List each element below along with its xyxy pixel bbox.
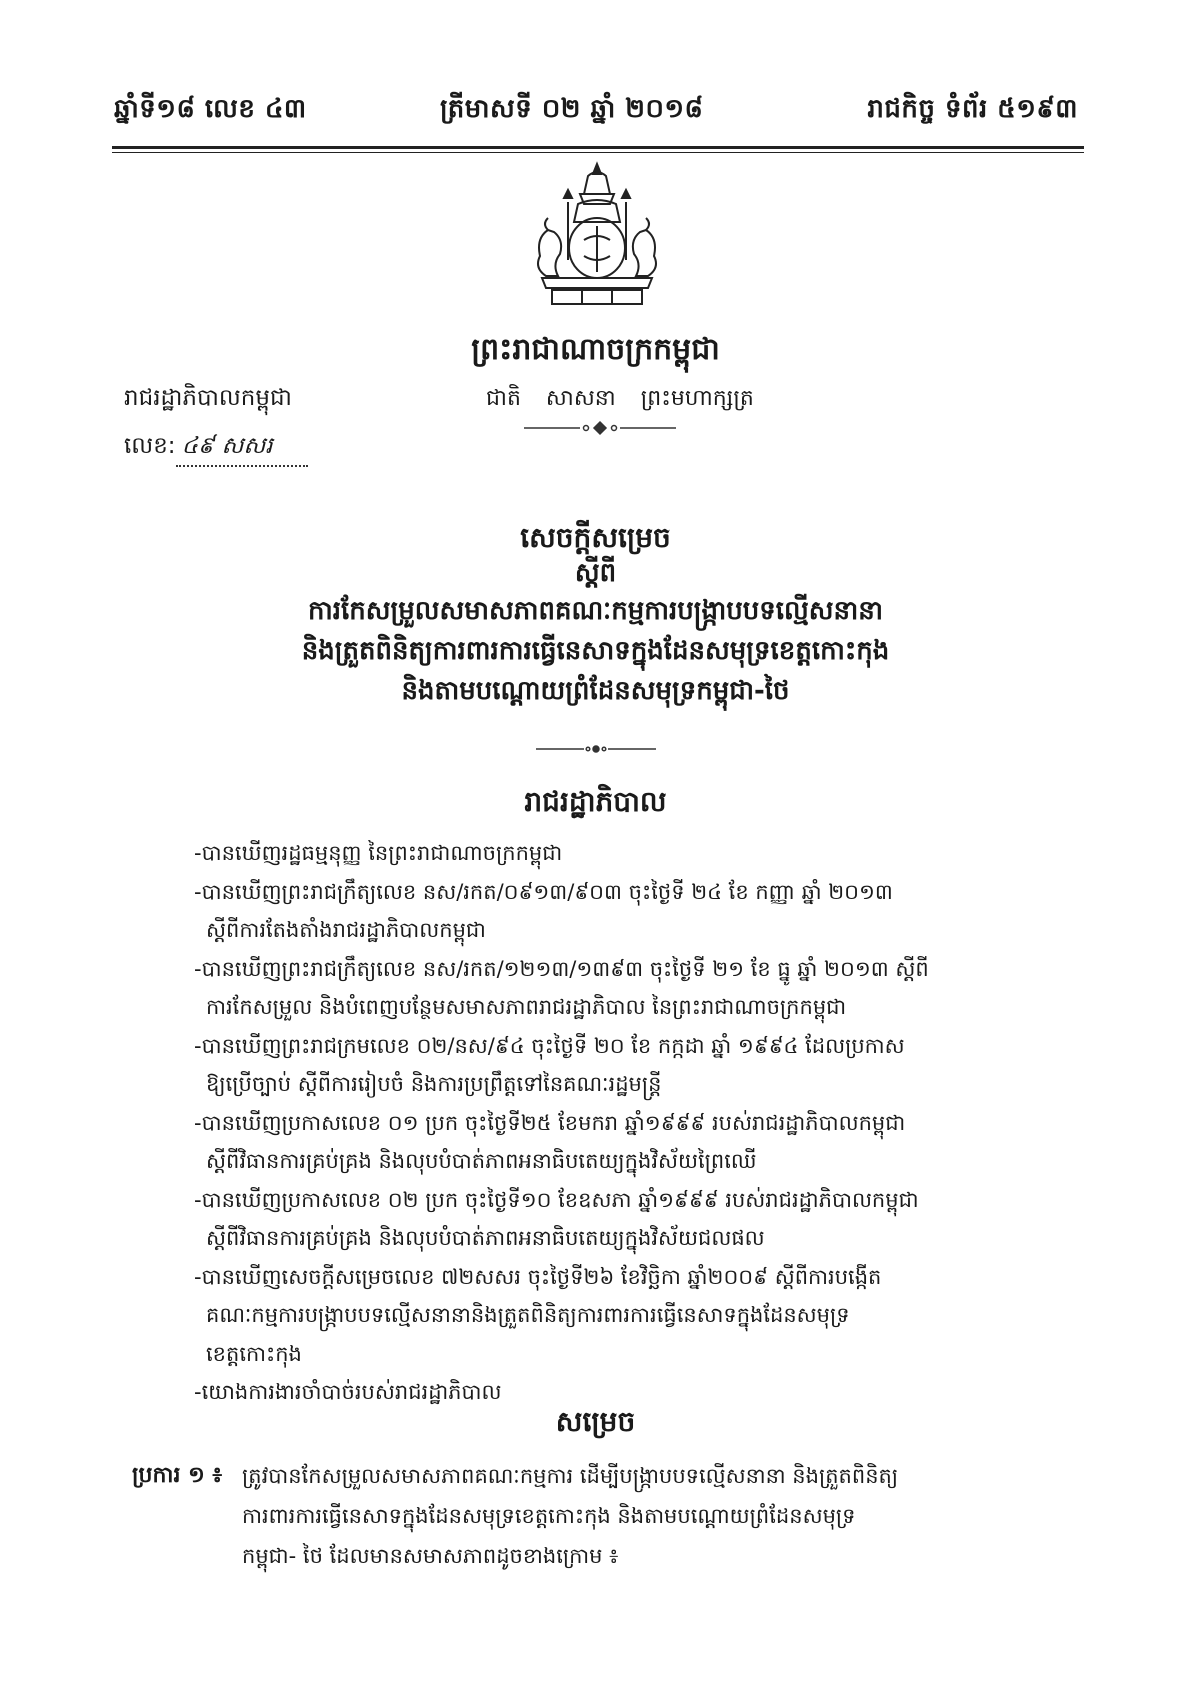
document-number-label: លេខ: (124, 433, 176, 459)
reference-line: គណៈកម្មការបង្ក្រាបបទល្មើសនានានិងត្រួតពិនិត្យការពារការធ្វើនេសាទក្នុងដែនសមុទ្រ (206, 1303, 850, 1327)
national-motto: ជាតិ សាសនា ព្រះមហាក្សត្រ (486, 386, 754, 411)
doc-title-line: ការកែសម្រួលសមាសភាពគណៈកម្មការបង្ក្រាបបទល្មើសនានា (307, 596, 884, 626)
reference-line: -បានឃើញសេចក្តីសម្រេចលេខ ៧២សសរ ចុះថ្ងៃទី២៦ ខែវិច្ឆិកា ឆ្នាំ២០០៩ ស្តីពីការបង្កើត (194, 1264, 882, 1289)
reference-line: ស្តីពីវិធានការគ្រប់គ្រង និងលុបបំបាត់ភាពអនាធិបតេយ្យក្នុងវិស័យព្រៃឈើ (206, 1149, 757, 1173)
reference-line: -បានឃើញប្រកាសលេខ ០១ ប្រក ចុះថ្ងៃទី២៥ ខែមករា ឆ្នាំ១៩៩៩ របស់រាជរដ្ឋាភិបាលកម្ពុជា (194, 1110, 906, 1135)
decision-heading: សម្រេច (555, 1405, 636, 1438)
doc-title-about: ស្តីពី (574, 558, 617, 588)
header-rule (112, 146, 1084, 149)
ornament-divider-icon (532, 742, 660, 756)
reference-line: -យោងការងារចាំបាច់របស់រាជរដ្ឋាភិបាល (194, 1380, 502, 1404)
kingdom-name: ព្រះរាជាណាចក្រកម្ពុជា (471, 332, 720, 367)
references-list (194, 834, 1080, 1412)
header-issue-number: ឆ្នាំទី១៨ លេខ ៤៣ (114, 94, 307, 124)
doc-title-line: និងតាមបណ្តោយព្រំដែនសមុទ្រកម្ពុជា-ថៃ (401, 676, 790, 706)
article-1-label: ប្រការ ១ ៖ (132, 1463, 223, 1488)
reference-line: ការកែសម្រួល និងបំពេញបន្ថែមសមាសភាពរាជរដ្ឋាភិបាល នៃព្រះរាជាណាចក្រកម្ពុជា (206, 995, 847, 1019)
royal-coat-of-arms-icon (518, 160, 676, 312)
reference-line: -បានឃើញប្រកាសលេខ ០២ ប្រក ចុះថ្ងៃទី១០ ខែឧសភា ឆ្នាំ១៩៩៩ របស់រាជរដ្ឋាភិបាលកម្ពុជា (194, 1187, 919, 1212)
government-heading: រាជរដ្ឋាភិបាល (524, 785, 667, 818)
header-rule-thin (112, 152, 1084, 153)
article-line: កម្ពុជា- ថៃ ដែលមានសមាសភាពដូចខាងក្រោម ៖ (242, 1544, 619, 1568)
document-number (124, 432, 308, 467)
article-line: ត្រូវបានកែសម្រួលសមាសភាពគណៈកម្មការ ដើម្បីបង្ក្រាបបទល្មើសនានា និងត្រួតពិនិត្យ (242, 1464, 899, 1488)
reference-line: ឱ្យប្រើច្បាប់ ស្តីពីការរៀបចំ និងការប្រព្រឹត្តទៅនៃគណៈរដ្ឋមន្ត្រី (206, 1072, 662, 1096)
doc-title-line: និងត្រួតពិនិត្យការពារការធ្វើនេសាទក្នុងដែនសមុទ្រខេត្តកោះកុង (301, 636, 890, 666)
header-page-number: រាជកិច្ច ទំព័រ ៥១៩៣ (867, 94, 1078, 124)
document-number-value: ៤៩ សសរ (176, 432, 308, 467)
issuing-authority: រាជរដ្ឋាភិបាលកម្ពុជា (124, 385, 292, 411)
article-line: ការពារការធ្វើនេសាទក្នុងដែនសមុទ្រខេត្តកោះកុង និងតាមបណ្តោយព្រំដែនសមុទ្រ (242, 1504, 856, 1528)
reference-line: ស្តីពីវិធានការគ្រប់គ្រង និងលុបបំបាត់ភាពអនាធិបតេយ្យក្នុងវិស័យជលផល (206, 1226, 765, 1250)
reference-line: -បានឃើញរដ្ឋធម្មនុញ្ញ នៃព្រះរាជាណាចក្រកម្ពុជា (194, 841, 563, 865)
ornament-divider-icon (520, 420, 680, 436)
reference-line: ខេត្តកោះកុង (206, 1341, 302, 1366)
reference-line: -បានឃើញព្រះរាជក្រឹត្យលេខ នស/រកត/០៩១៣/៩០៣ ចុះថ្ងៃទី ២៤ ខែ កញ្ញា ឆ្នាំ ២០១៣ (194, 879, 893, 904)
reference-line: -បានឃើញព្រះរាជក្រមលេខ ០២/នស/៩៤ ចុះថ្ងៃទី ២០ ខែ កក្កដា ឆ្នាំ ១៩៩៤ ដែលប្រកាស (194, 1033, 905, 1058)
article-1 (132, 1456, 1082, 1576)
article-1-text (132, 1456, 1082, 1576)
reference-line: ស្តីពីការតែងតាំងរាជរដ្ឋាភិបាលកម្ពុជា (206, 918, 486, 942)
reference-line: -បានឃើញព្រះរាជក្រឹត្យលេខ នស/រកត/១២១៣/១៣៩៣ ចុះថ្ងៃទី ២១ ខែ ធ្នូ ឆ្នាំ ២០១៣ ស្តីពី (194, 956, 929, 981)
header-quarter: ត្រីមាសទី ០២ ឆ្នាំ ២០១៨ (440, 94, 704, 124)
doc-type-title: សេចក្តីសម្រេច (520, 521, 671, 554)
